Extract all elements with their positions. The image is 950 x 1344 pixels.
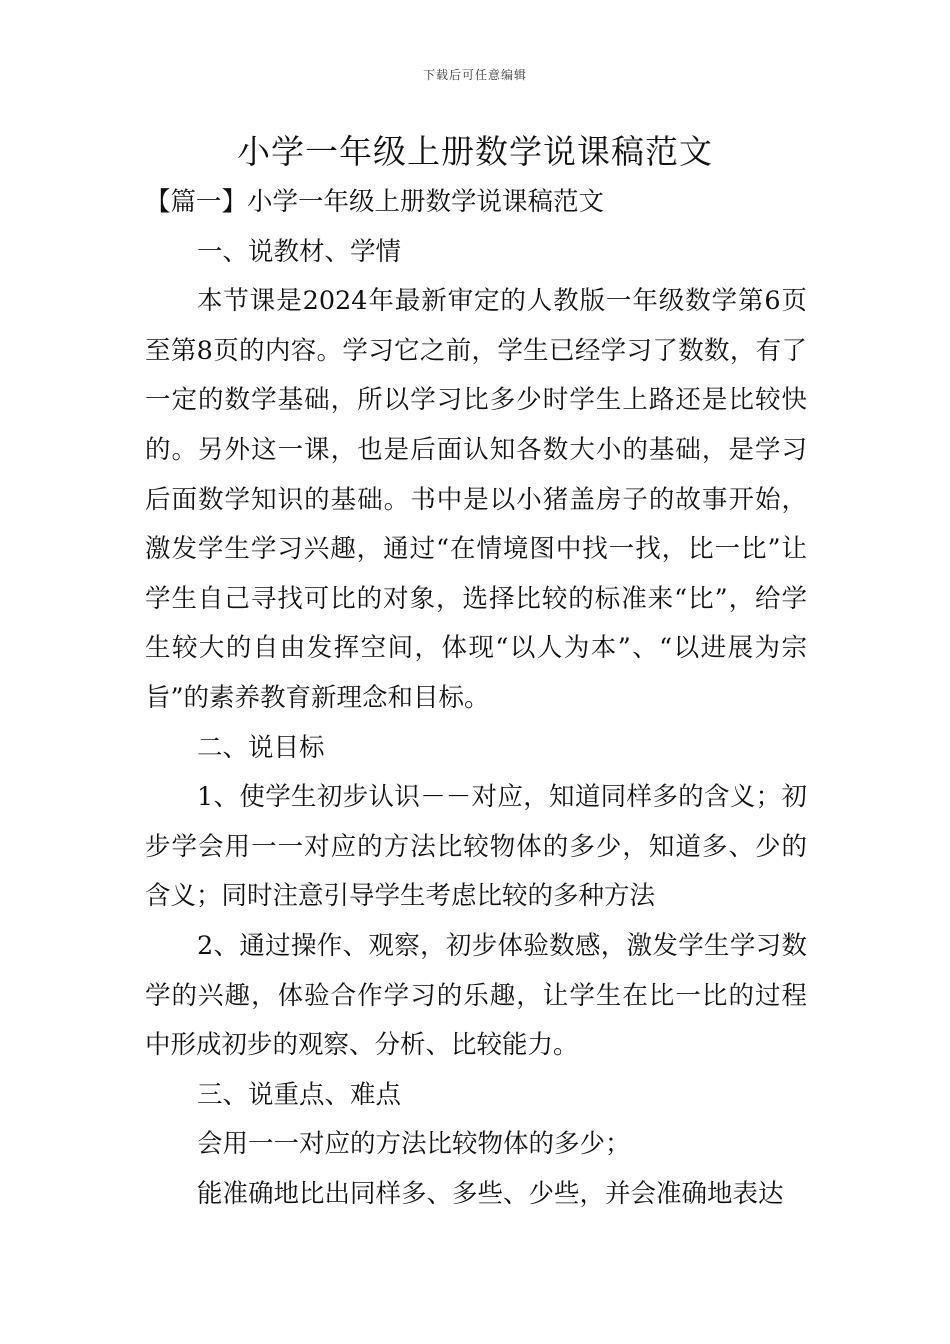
subheading-teaching-material: 一、说教材、学情 bbox=[197, 236, 402, 267]
paragraph: 本节课是2024年最新审定的人教版一年级数学第6页至第8页的内容。学习它之前，学生已经学习了数数，有了一定的数学基础，所以学习比多少时学生上路还是比较快的。另外这一课，也是后面认知各数大小的基础，是学习后面数学知识的基础。书中是以小猪盖房子的故事开始，激发学生学习兴趣，通过“在情境图中找一找，比一比”让学生自己寻找可比的对象，选择比较的标准来“比”，给学生较大的自由发挥空间，体现“以人为本”、“以进展为宗旨”的素养教育新理念和目标。 bbox=[145, 286, 807, 713]
subheading-key-points: 三、说重点、难点 bbox=[197, 1079, 402, 1110]
paragraph: 2、通过操作、观察，初步体验数感，激发学生学习数学的兴趣，体验合作学习的乐趣，让学生在比一比的过程中形成初步的观察、分析、比较能力。 bbox=[145, 930, 807, 1061]
subheading-objectives: 二、说目标 bbox=[197, 732, 325, 763]
document-body bbox=[145, 178, 807, 1219]
document-title: 小学一年级上册数学说课稿范文 bbox=[237, 132, 713, 171]
paragraph: 能准确地比出同样多、多些、少些，并会准确地表达 bbox=[197, 1178, 784, 1209]
header-note: 下载后可任意编辑 bbox=[422, 68, 527, 82]
paragraph: 会用一一对应的方法比较物体的多少； bbox=[197, 1129, 631, 1160]
section-heading: 【篇一】小学一年级上册数学说课稿范文 bbox=[145, 187, 605, 217]
paragraph: 1、使学生初步认识－－对应，知道同样多的含义；初步学会用一一对应的方法比较物体的多少，知道多、少的含义；同时注意引导学生考虑比较的多种方法 bbox=[145, 782, 807, 912]
